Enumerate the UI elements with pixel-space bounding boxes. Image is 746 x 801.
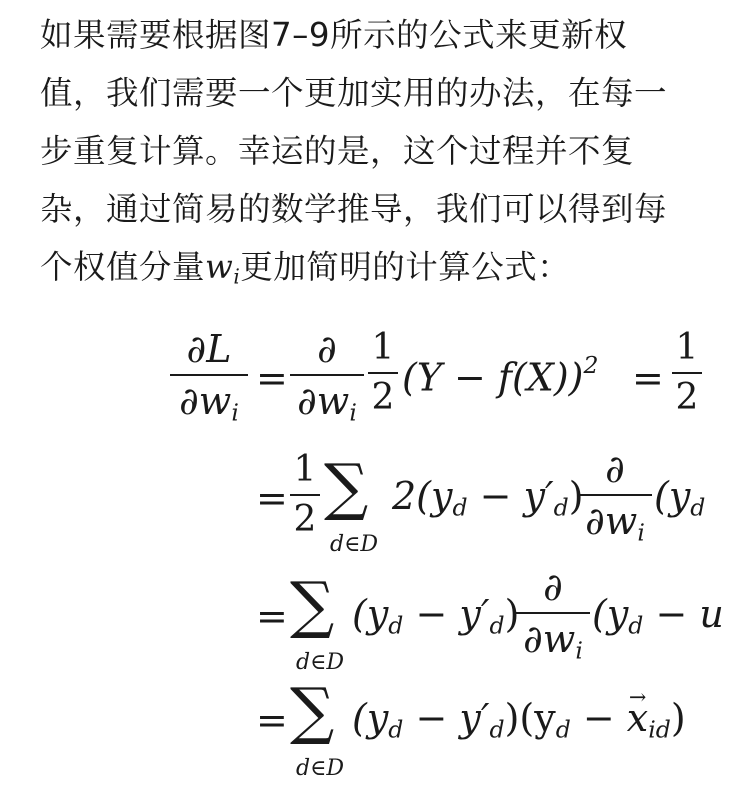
partial-den-sub: i: [349, 398, 357, 427]
partial-fraction: [290, 327, 364, 427]
summation-symbol: ∑: [290, 674, 335, 747]
sub-d: d: [489, 715, 505, 744]
paragraph: [40, 6, 740, 296]
open-y: (y: [352, 592, 389, 636]
partial-den-text: ∂w: [585, 499, 638, 543]
lhs-den-sub: i: [231, 398, 239, 427]
paragraph-line: 步重复计算。幸运的是，这个过程并不复: [40, 132, 635, 170]
summation-index: d∈D: [296, 756, 345, 781]
partial-fraction: [578, 447, 652, 547]
fraction-bar: [368, 372, 398, 374]
row3-expression: [352, 592, 519, 640]
sub-d: d: [555, 715, 571, 744]
tail-sub: d: [628, 611, 644, 640]
partial-denominator: [290, 379, 364, 427]
paragraph-line: 值，我们需要一个更加实用的办法，在每一: [40, 74, 668, 112]
partial-den-text: ∂w: [523, 617, 576, 661]
summation-symbol: ∑: [290, 568, 335, 641]
half-fraction: [290, 449, 320, 540]
tail-text: (y: [592, 592, 629, 636]
lhs-numerator: ∂L: [186, 327, 232, 371]
half-denominator: 2: [371, 377, 395, 418]
fraction-bar: [290, 374, 364, 376]
lhs-den-text: ∂w: [179, 379, 232, 423]
partial-fraction: [516, 565, 590, 665]
y-prime: y′: [459, 696, 490, 740]
row2-expression: [392, 474, 584, 522]
fraction-bar: [672, 372, 702, 374]
paragraph-line: 杂，通过简易的数学推导，我们可以得到每: [40, 190, 668, 228]
close-paren: ): [568, 474, 584, 518]
x-sub: id: [648, 715, 671, 744]
half-fraction: [368, 327, 398, 418]
fraction-bar: [290, 494, 320, 496]
half-denominator: 2: [675, 377, 699, 418]
partial-numerator: ∂: [543, 565, 563, 609]
minus: −: [570, 696, 627, 740]
equals-sign: =: [632, 356, 664, 400]
fraction-bar: [578, 494, 652, 496]
sub-d: d: [388, 611, 404, 640]
row2-expr-a: 2(y: [392, 474, 453, 518]
y-prime: y′: [459, 592, 490, 636]
minus: −: [467, 474, 524, 518]
square-exponent: 2: [583, 351, 599, 379]
minus: −: [403, 592, 460, 636]
partial-denominator: [578, 499, 652, 547]
lhs-denominator: [170, 379, 248, 427]
half-numerator: 1: [675, 327, 699, 368]
error-expr: (Y − f(X)): [402, 355, 584, 400]
summation-index: d∈D: [296, 650, 345, 675]
partial-numerator: ∂: [317, 327, 337, 371]
fraction-bar: [170, 374, 248, 376]
close-open-paren: )(y: [504, 696, 556, 740]
lhs-fraction: [170, 327, 248, 427]
partial-den-sub: i: [575, 636, 583, 665]
close-paren: ): [504, 592, 520, 636]
partial-den-text: ∂w: [297, 379, 350, 423]
tail-sub: d: [690, 493, 706, 522]
fraction-bar: [516, 612, 590, 614]
close-paren: ): [670, 696, 686, 740]
half-denominator: 2: [293, 499, 317, 540]
vector-x: [627, 696, 671, 744]
sub-d: d: [553, 493, 569, 522]
x-text: x: [626, 696, 649, 740]
summation-index: d∈D: [330, 532, 379, 557]
tail-text: (y: [654, 474, 691, 518]
paragraph-last-line: [40, 238, 740, 296]
sub-d: d: [489, 611, 505, 640]
weight-subscript: i: [233, 264, 241, 289]
squared-error-expression: [402, 351, 599, 400]
equals-sign: =: [256, 594, 288, 638]
last-line-after: 更加简明的计算公式：: [240, 248, 571, 286]
row3-tail: [592, 592, 742, 640]
y-prime: y′: [523, 474, 554, 518]
open-y: (y: [352, 696, 389, 740]
partial-numerator: ∂: [605, 447, 625, 491]
row2-tail: [654, 474, 705, 522]
equals-sign: =: [256, 698, 288, 742]
sub-d: d: [388, 715, 404, 744]
equals-sign: =: [256, 476, 288, 520]
tail-minus: − u: [643, 592, 724, 636]
half-numerator: 1: [371, 327, 395, 368]
half-numerator: 1: [293, 449, 317, 490]
minus: −: [403, 696, 460, 740]
partial-den-sub: i: [637, 518, 645, 547]
last-line-before: 个权值分量: [40, 248, 206, 286]
row4-expression: [352, 696, 686, 744]
summation-symbol: ∑: [324, 450, 369, 523]
sub-d: d: [452, 493, 468, 522]
weight-w: w: [205, 248, 234, 286]
equals-sign: =: [256, 356, 288, 400]
half-fraction-2: [672, 327, 702, 418]
weight-variable: [205, 248, 241, 289]
partial-denominator: [516, 617, 590, 665]
paragraph-line: 如果需要根据图7–9所示的公式来更新权: [40, 16, 628, 54]
